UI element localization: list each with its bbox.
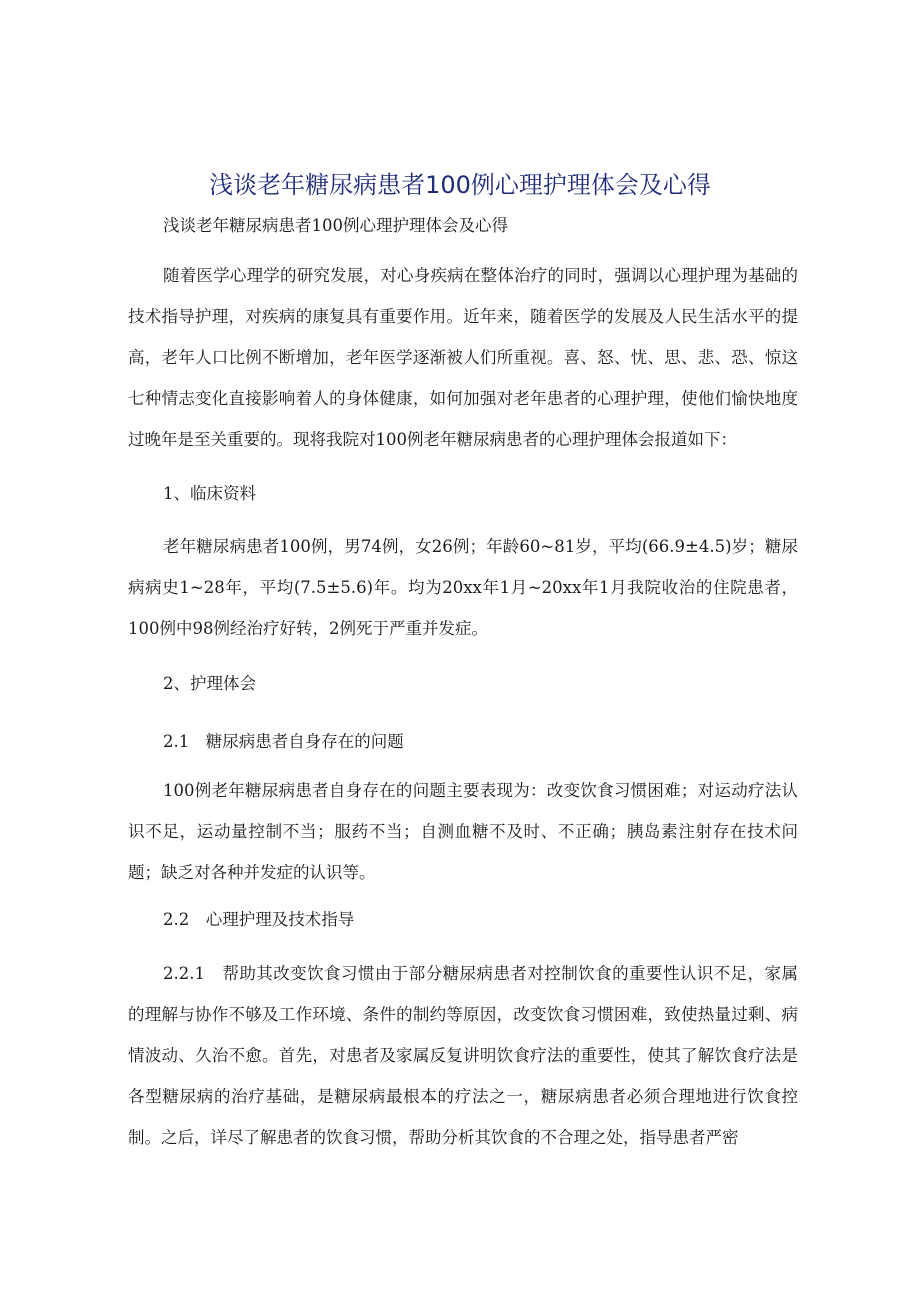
document-title: 浅谈老年糖尿病患者100例心理护理体会及心得 (209, 171, 711, 199)
intro-paragraph: 随着医学心理学的研究发展，对心身疾病在整体治疗的同时，强调以心理护理为基础的技术指导护理，对疾病的康复具有重要作用。近年来，随着医学的发展及人民生活水平的提高，老年人口比例不断增加，老年医学逐渐被人们所重视。喜、怒、忧、思、悲、恐、惊这七种情志变化直接影响着人的身体健康，如何加强对老年患者的心理护理，使他们愉快地度过晚年是至关重要的。现将我院对100例老年糖尿病患者的心理护理体会报道如下： (128, 266, 798, 449)
section-heading-clinical-data: 1、临床资料 (163, 484, 256, 503)
document-subtitle: 浅谈老年糖尿病患者100例心理护理体会及心得 (163, 216, 508, 235)
subsection-heading-patient-problems: 2.1 糖尿病患者自身存在的问题 (163, 732, 404, 751)
diet-habits-paragraph: 2.2.1 帮助其改变饮食习惯由于部分糖尿病患者对控制饮食的重要性认识不足，家属的理解与协作不够及工作环境、条件的制约等原因，改变饮食习惯困难，致使热量过剩、病情波动、久治不愈。首先，对患者及家属反复讲明饮食疗法的重要性，使其了解饮食疗法是各型糖尿病的治疗基础，是糖尿病最根本的疗法之一，糖尿病患者必须合理地进行饮食控制。之后，详尽了解患者的饮食习惯，帮助分析其饮食的不合理之处，指导患者严密 (128, 964, 798, 1147)
subsection-heading-psych-nursing: 2.2 心理护理及技术指导 (163, 910, 355, 929)
section-heading-nursing-experience: 2、护理体会 (163, 674, 256, 693)
patient-problems-paragraph: 100例老年糖尿病患者自身存在的问题主要表现为：改变饮食习惯困难；对运动疗法认识不足，运动量控制不当；服药不当；自测血糖不及时、不正确；胰岛素注射存在技术问题；缺乏对各种并发症的认识等。 (128, 781, 798, 882)
clinical-data-paragraph: 老年糖尿病患者100例，男74例，女26例；年龄60~81岁，平均(66.9±4.5)岁；糖尿病病史1~28年，平均(7.5±5.6)年。均为20xx年1月~20xx年1月我院收治的住院患者，100例中98例经治疗好转，2例死于严重并发症。 (128, 537, 798, 638)
